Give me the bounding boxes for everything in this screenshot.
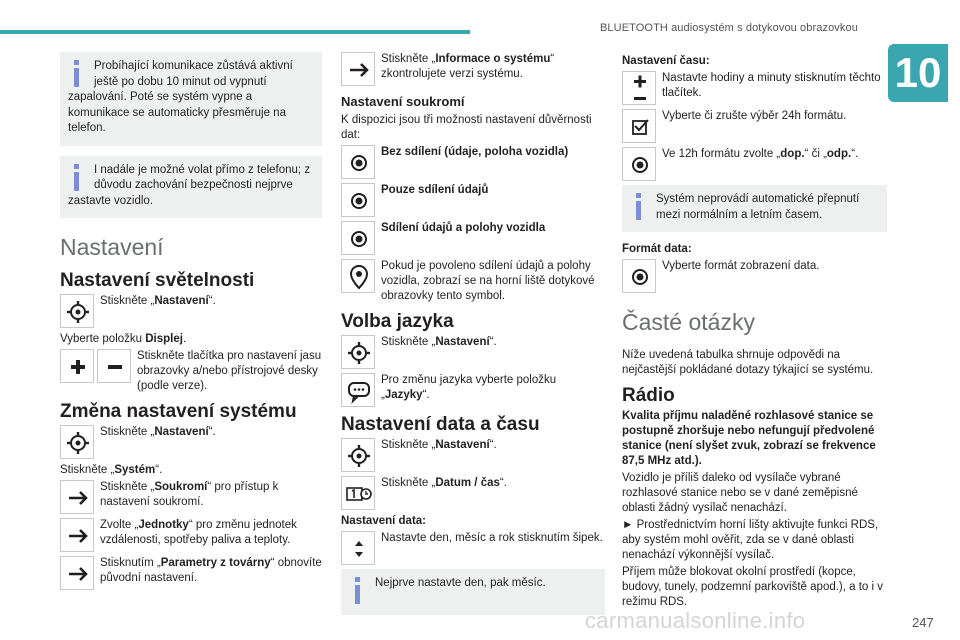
step-row: Pokud je povoleno sdílení údajů a polohy vozidla, zobrazí se na horní liště dotykové obrazovky tento symbol.: [341, 259, 605, 304]
info-note: Nejprve nastavte den, pak měsíc.: [341, 569, 605, 615]
step-row: Ve 12h formátu zvolte „dop.“ či „odp.“.: [622, 147, 887, 181]
language-heading: Volba jazyka: [341, 311, 454, 332]
info-note: Systém neprovádí automatické přepnutí mezi normálním a letním časem.: [622, 185, 887, 232]
arrow-right-icon: [60, 556, 94, 590]
step-row: Stiskněte „Informace o systému“ zkontrolujete verzi systému.: [341, 52, 605, 86]
step-row: Stiskněte „Nastavení“.: [341, 335, 605, 369]
arrow-right-icon: [341, 52, 375, 86]
radio-heading: Rádio: [622, 385, 675, 406]
step-row: Stiskněte „Datum / čas“.: [341, 476, 605, 510]
option-row: Bez sdílení (údaje, poloha vozidla): [341, 145, 605, 179]
section-title-settings: Nastavení: [60, 234, 164, 260]
step-row: Zvolte „Jednotky“ pro změnu jednotek vzdálenosti, spotřeby paliva a teploty.: [60, 518, 322, 552]
datetime-heading: Nastavení data a času: [341, 414, 540, 435]
arrow-right-icon: [60, 518, 94, 552]
faq-answer: Příjem může blokovat okolní prostředí (kopce, budovy, tunely, podzemní parkoviště apod.), a to i v režimu RDS.: [622, 566, 884, 608]
gear-icon: [341, 438, 375, 472]
date-label: Nastavení data:: [341, 515, 427, 527]
step-row: Stisknutím „Parametry z továrny“ obnovíte původní nastavení.: [60, 556, 322, 590]
info-note: I nadále je možné volat přímo z telefonu; z důvodu zachování bezpečnosti nejprve zastavte vozidlo.: [60, 156, 322, 219]
format-label: Formát data:: [622, 243, 692, 255]
step-row: Nastavte hodiny a minuty stisknutím těchto tlačítek.: [622, 71, 887, 105]
watermark: carmanualsonline.info: [585, 608, 806, 633]
info-icon: [68, 59, 86, 89]
info-note: Probíhající komunikace zůstává aktivní ještě po dobu 10 minut od vypnutí zapalování. Poté se systém vypne a komunikace se automaticky přesměruje na telefon.: [60, 52, 322, 146]
faq-answer: Vozidlo je příliš daleko od vysílače vybrané rozhlasové stanice nebo se v dané zeměpisné oblasti žádný vysílač nenachází.: [622, 472, 858, 514]
chapter-number-tab: 10: [888, 44, 948, 102]
radio-icon: [622, 147, 656, 181]
step-row: Pro změnu jazyka vyberte položku „Jazyky“.: [341, 373, 605, 407]
step-row: Stiskněte „Nastavení“.: [60, 294, 322, 328]
step-row: Vyberte formát zobrazení data.: [622, 259, 887, 293]
location-pin-icon: [341, 259, 375, 293]
plus-minus-icon: [622, 71, 656, 105]
plus-icon: [60, 349, 94, 383]
gear-icon: [60, 294, 94, 328]
faq-question: Kvalita příjmu naladěné rozhlasové stanice se postupně zhoršuje nebo nefungují předvolené stanice (není slyšet zvuk, zobrazí se frekvence 87,5 MHz atd.).: [622, 410, 876, 467]
faq-answer: ► Prostřednictvím horní lišty aktivujte funkci RDS, aby systém mohl ověřit, zda se v dané oblasti nenachází výkonnější vysílač.: [622, 519, 879, 561]
arrow-right-icon: [60, 480, 94, 514]
checkbox-icon: [622, 109, 656, 143]
page-number: 247: [912, 615, 934, 630]
option-row: Pouze sdílení údajů: [341, 183, 605, 217]
info-icon: [349, 576, 367, 606]
column-2: Stiskněte „Informace o systému“ zkontrolujete verzi systému. Nastavení soukromí K dispozici jsou tři možnosti nastavení důvěrnosti dat: Bez sdílení (údaje, poloha vozidla) Pouze sdílení údajů Sdílení údajů a polohy vozidla Pokud je povoleno sdílení údajů a polohy vozidla, zobrazí se na horní liště dotykové obrazovky tento symbol. Volba jazyka Stiskněte „Nastavení“. Pro změnu jazyka vyberte položku „Jazyky“. Nastavení data a času Stiskněte „Nastavení“. Stiskněte „Datum / čas“. Nastavení data: Nastavte den, měsíc a rok stisknutím šipek. Nejprve nastavte den, pak měsíc.: [341, 52, 605, 625]
language-bubble-icon: [341, 373, 375, 407]
radio-icon: [341, 145, 375, 179]
date-clock-icon: [341, 476, 375, 510]
column-3: Nastavení času: Nastavte hodiny a minuty stisknutím těchto tlačítek. Vyberte či zrušte výběr 24h formátu. Ve 12h formátu zvolte „dop.“ či „odp.“. Systém neprovádí automatické přepnutí mezi normálním a letním časem. Formát data: Vyberte formát zobrazení data. Časté otázky Níže uvedená tabulka shrnuje odpovědi na nejčastější pokládané dotazy týkající se systému. Rádio Kvalita příjmu naladěné rozhlasové stanice se postupně zhoršuje nebo nefungují předvolené stanice (není slyšet zvuk, zobrazí se frekvence 87,5 MHz atd.). Vozidlo je příliš daleko od vysílače vybrané rozhlasové stanice nebo se v dané zeměpisné oblasti žádný vysílač nenachází. ► Prostřednictvím horní lišty aktivujte funkci RDS, aby systém mohl ověřit, zda se v dané oblasti nenachází výkonnější vysílač. Příjem může blokovat okolní prostředí (kopce, budovy, tunely, podzemní parkoviště apod.), a to i v režimu RDS.: [622, 52, 887, 612]
time-label: Nastavení času:: [622, 55, 710, 67]
gear-icon: [341, 335, 375, 369]
column-1: Probíhající komunikace zůstává aktivní ještě po dobu 10 minut od vypnutí zapalování. Poté se systém vypne a komunikace se automaticky přesměruje na telefon. I nadále je možné volat přímo z telefonu; z důvodu zachování bezpečnosti nejprve zastavte vozidlo. Nastavení Nastavení světelnosti Stiskněte „Nastavení“. Vyberte položku Displej. Stiskněte tlačítka pro nastavení jasu obrazovky a/nebo přístrojové desky (podle verze). Změna nastavení systému Stiskněte „Nastavení“. Stiskněte „Systém“. Stiskněte „Soukromí“ pro přístup k nastavení soukromí. Zvolte „Jednotky“ pro změnu jednotek vzdálenosti, spotřeby paliva a teploty. Stisknutím „Parametry z továrny“ obnovíte původní nastavení.: [60, 52, 322, 594]
system-heading: Změna nastavení systému: [60, 401, 297, 422]
header-accent-bar: [0, 30, 470, 34]
step-row: Stiskněte „Nastavení“.: [341, 438, 605, 472]
info-icon: [630, 192, 648, 222]
minus-icon: [97, 349, 131, 383]
step-row: Stiskněte tlačítka pro nastavení jasu obrazovky a/nebo přístrojové desky (podle verze).: [60, 349, 322, 394]
radio-icon: [622, 259, 656, 293]
option-row: Sdílení údajů a polohy vozidla: [341, 221, 605, 255]
step-row: Nastavte den, měsíc a rok stisknutím šipek.: [341, 531, 605, 565]
info-icon: [68, 163, 86, 193]
radio-icon: [341, 183, 375, 217]
header-title: BLUETOOTH audiosystém s dotykovou obrazovkou: [600, 22, 858, 34]
up-down-arrows-icon: [341, 531, 375, 565]
brightness-heading: Nastavení světelnosti: [60, 270, 255, 291]
privacy-heading: Nastavení soukromí: [341, 94, 465, 109]
gear-icon: [60, 425, 94, 459]
step-row: Vyberte či zrušte výběr 24h formátu.: [622, 109, 887, 143]
section-title-faq: Časté otázky: [622, 309, 755, 335]
step-row: Stiskněte „Soukromí“ pro přístup k nastavení soukromí.: [60, 480, 322, 514]
radio-icon: [341, 221, 375, 255]
step-row: Stiskněte „Nastavení“.: [60, 425, 322, 459]
